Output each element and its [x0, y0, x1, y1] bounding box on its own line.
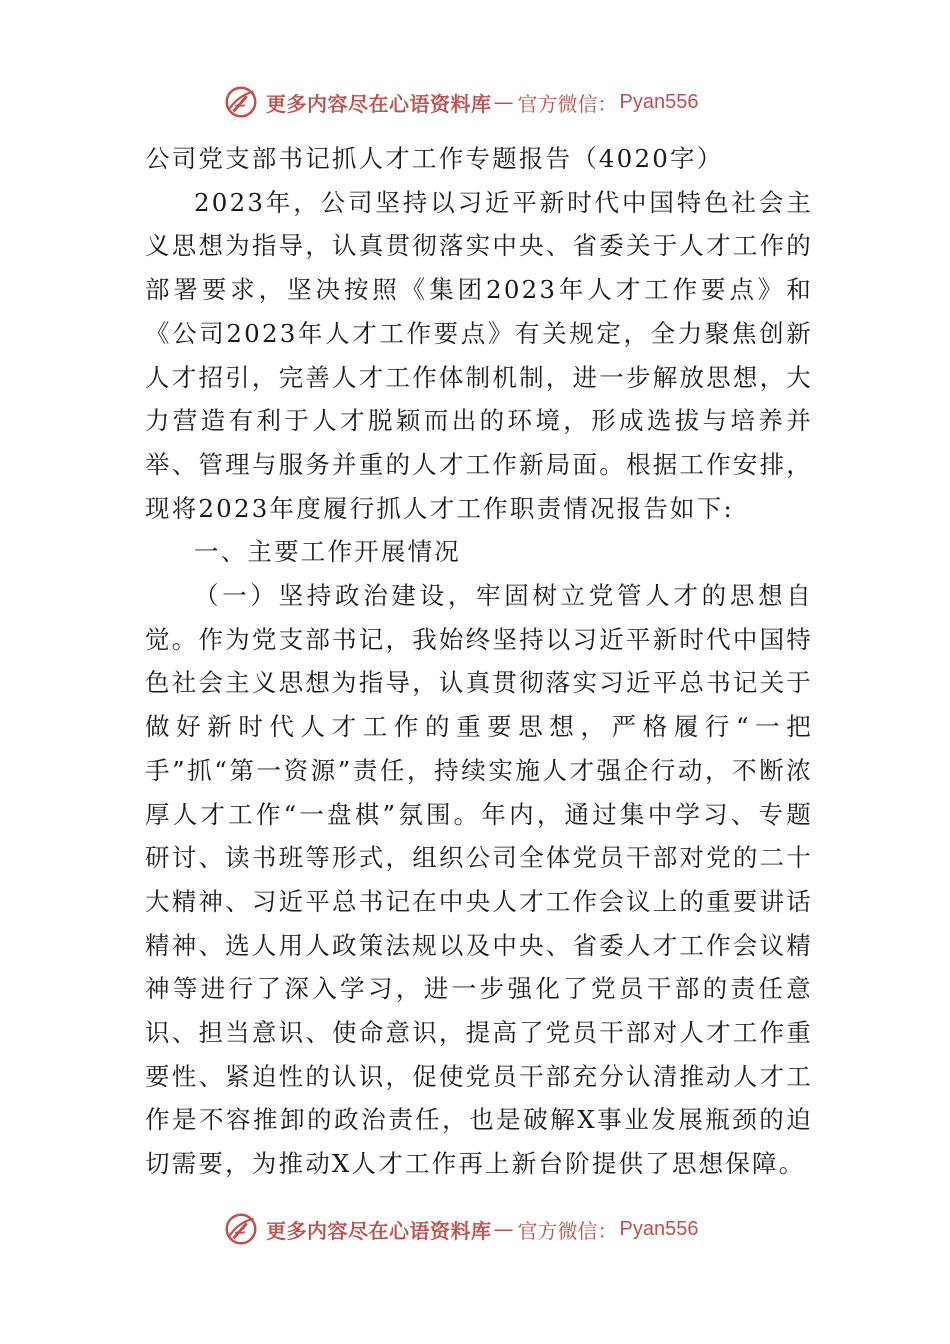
- paragraph-intro: 2023年，公司坚持以习近平新时代中国特色社会主义思想为指导，认真贯彻落实中央、省委关于人才工作的部署要求，坚决按照《集团2023年人才工作要点》和《公司2023年人才工作要点》有关规定，全力聚焦创新人才招引，完善人才工作体制机制，进一步解放思想，大力营造有利于人才脱颖而出的环境，形成选拔与培养并举、管理与服务并重的人才工作新局面。根据工作安排，现将2023年度履行抓人才工作职责情况报告如下:: [145, 187, 813, 523]
- paragraph-section-1: （一）坚持政治建设，牢固树立党管人才的思想自觉。作为党支部书记，我始终坚持以习近平新时代中国特色社会主义思想为指导，认真贯彻落实习近平总书记关于做好新时代人才工作的重要思想，严格履行“一把手”抓“第一资源”责任，持续实施人才强企行动，不断浓厚人才工作“一盘棋”氛围。年内，通过集中学习、专题研讨、读书班等形式，组织公司全体党员干部对党的二十大精神、习近平总书记在中央人才工作会议上的重要讲话精神、选人用人政策法规以及中央、省委人才工作会议精神等进行了深入学习，进一步强化了党员干部的责任意识、担当意识、使命意识，提高了党员干部对人才工作重要性、紧迫性的认识，促使党员干部充分认清推动人才工作是不容推卸的政治责任，也是破解X事业发展瓶颈的迫切需要，为推动X人才工作再上新台阶提供了思想保障。: [145, 581, 813, 1179]
- banner-wechat-label: 官方微信：: [517, 91, 618, 116]
- banner-wechat-handle: Pyan556: [619, 90, 699, 113]
- document-body: [145, 137, 813, 1186]
- banner-dash: —: [493, 1217, 514, 1241]
- banner-label: 更多内容尽在心语资料库: [266, 91, 492, 116]
- footer-watermark-banner: [222, 1209, 742, 1249]
- pen-swirl-logo-icon: [222, 83, 260, 121]
- pen-swirl-logo-icon: [222, 1210, 260, 1248]
- banner-wechat-label: 官方微信：: [517, 1218, 618, 1243]
- document-title: 公司党支部书记抓人才工作专题报告（4020字）: [145, 144, 724, 173]
- section-heading: 一、主要工作开展情况: [194, 537, 461, 567]
- banner-wechat-handle: Pyan556: [619, 1217, 699, 1240]
- banner-dash: —: [493, 90, 514, 114]
- header-watermark-banner: [222, 82, 742, 122]
- banner-label: 更多内容尽在心语资料库: [266, 1218, 492, 1243]
